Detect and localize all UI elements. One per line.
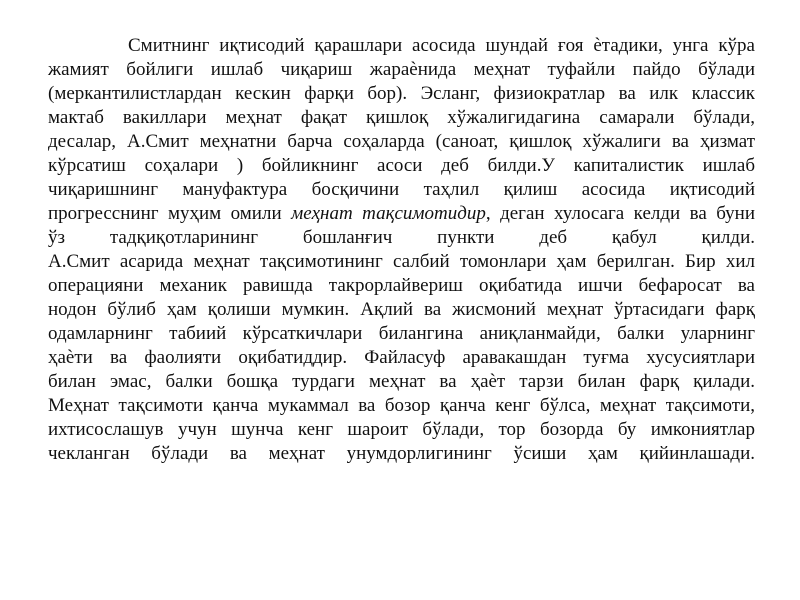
text-line: ихтисослашув учун шунча кенг шароит бўлади, тор бозорда бу имкониятлар [48, 419, 755, 440]
text-line: Смитнинг иқтисодий қарашлари асосида шундай ғоя ѐтадики, унга кўра [128, 35, 755, 56]
text-line: десалар, А.Смит меҳнатни барча соҳаларда (саноат, қишлоқ хўжалиги ва ҳизмат [48, 131, 755, 152]
text-segment: , деган хулосага келди ва буни [485, 203, 756, 224]
text-line: кўрсатиш соҳалари ) бойликнинг асоси деб билди.У капиталистик ишлаб [48, 155, 755, 176]
text-line: чиқаришнинг мануфактура босқичини таҳлил қилиш асосида иқтисодий [48, 179, 755, 200]
text-line-mixed [48, 202, 755, 226]
text-line: мактаб вакиллари меҳнат фақат қишлоқ хўжалигидагина самарали бўлади, [48, 107, 755, 128]
text-line: операцияни механик равишда такрорлайвериш оқибатида ишчи бефаросат ва [48, 275, 755, 296]
italic-term: меҳнат тақсимотидир [291, 203, 486, 224]
text-segment: прогресснинг муҳим омили [48, 203, 292, 224]
text-line: А.Смит асарида меҳнат тақсимотининг салбий томонлари ҳам берилган. Бир хил [48, 251, 755, 272]
body-paragraph [48, 34, 755, 466]
text-line: ўз тадқиқотларининг бошланғич пункти деб қабул қилди. [48, 227, 755, 248]
text-line: одамларнинг табиий кўрсаткичлари билангина аниқланмайди, балки уларнинг [48, 323, 755, 344]
text-line: нодон бўлиб ҳам қолиши мумкин. Ақлий ва жисмоний меҳнат ўртасидаги фарқ [48, 299, 755, 320]
text-line: (меркантилистлардан кескин фарқи бор). Эсланг, физиократлар ва илк классик [48, 83, 755, 104]
text-line: билан эмас, балки бошқа турдаги меҳнат ва ҳаѐт тарзи билан фарқ қилади. [48, 371, 755, 392]
text-line: Меҳнат тақсимоти қанча мукаммал ва бозор қанча кенг бўлса, меҳнат тақсимоти, [48, 395, 755, 416]
text-line: чекланган бўлади ва меҳнат унумдорлигининг ўсиши ҳам қийинлашади. [48, 443, 755, 464]
text-line: ҳаѐти ва фаолияти оқибатиддир. Файласуф аравакашдан туғма хусусиятлари [48, 347, 755, 368]
text-line: жамият бойлиги ишлаб чиқариш жараѐнида меҳнат туфайли пайдо бўлади [48, 59, 755, 80]
